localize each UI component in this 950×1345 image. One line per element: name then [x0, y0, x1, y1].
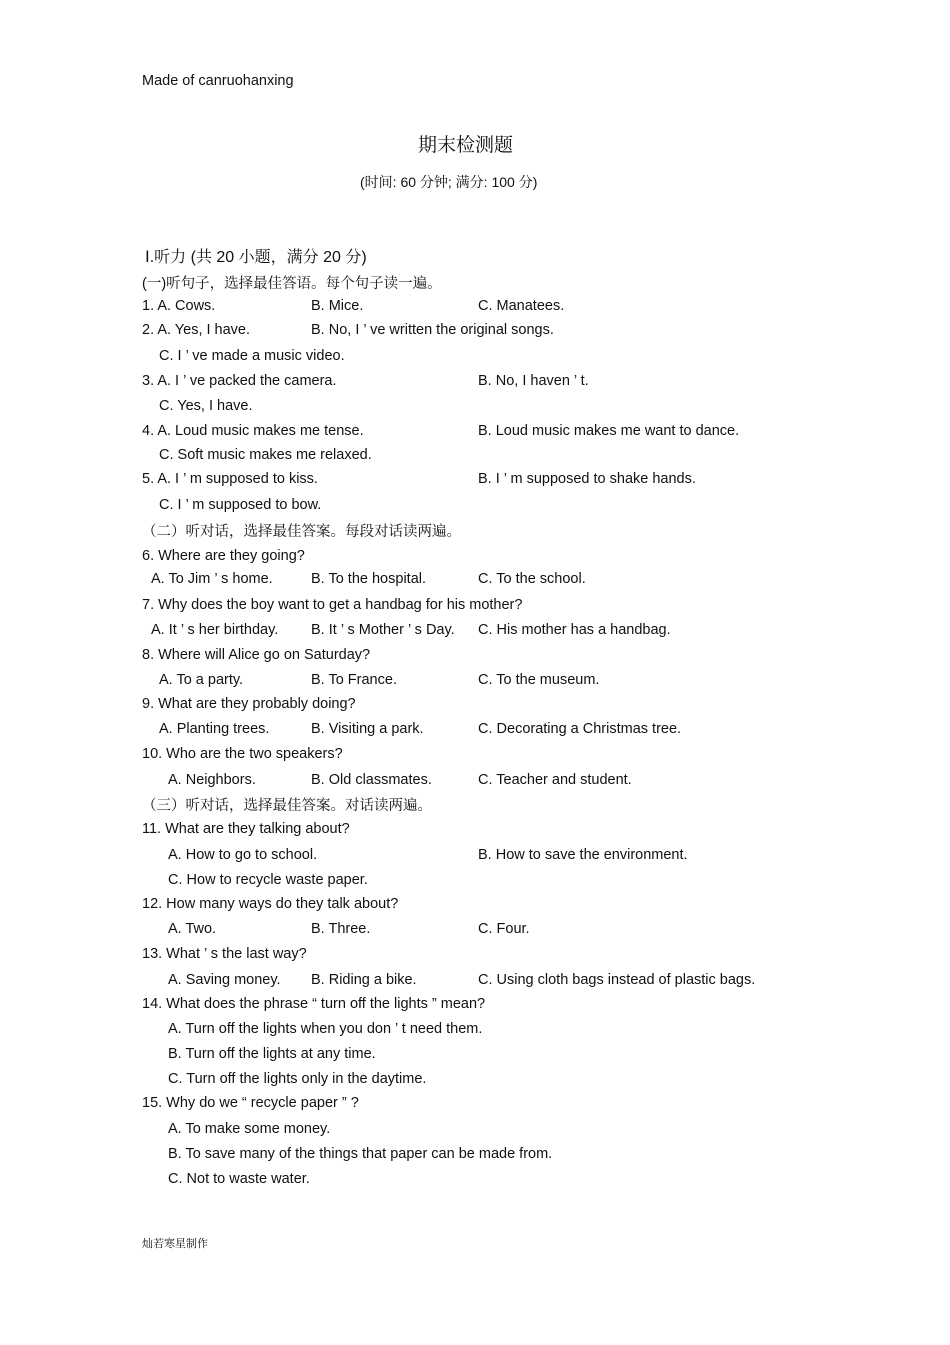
q9-option-c: C. Decorating a Christmas tree.	[478, 721, 682, 737]
q10-stem: 10. Who are the two speakers?	[142, 746, 343, 762]
q15-option-b: B. To save many of the things that paper can be made from.	[168, 1146, 553, 1162]
q1-option-b: B. Mice.	[311, 298, 364, 314]
q6-option-a: A. To Jim ’ s home.	[151, 571, 273, 587]
q13-option-b: B. Riding a bike.	[311, 972, 417, 988]
header-text: Made of canruohanxing	[142, 73, 294, 89]
q8-option-b: B. To France.	[311, 672, 397, 688]
q12-option-c: C. Four.	[478, 921, 530, 937]
q3-option-b: B. No, I haven ’ t.	[478, 373, 589, 389]
q9-stem: 9. What are they probably doing?	[142, 696, 356, 712]
q10-option-a: A. Neighbors.	[168, 772, 256, 788]
q11-option-c: C. How to recycle waste paper.	[168, 872, 368, 888]
q4-option-a: 4. A. Loud music makes me tense.	[142, 423, 364, 439]
q11-option-a: A. How to go to school.	[168, 847, 318, 863]
q15-stem: 15. Why do we “ recycle paper ” ?	[142, 1095, 359, 1111]
page-title: 期末检测题	[418, 134, 514, 156]
part1-heading: (一)听句子，选择最佳答语。每个句子读一遍。	[142, 276, 442, 292]
q2-option-c: C. I ’ ve made a music video.	[159, 348, 345, 364]
q7-option-a: A. It ’ s her birthday.	[151, 622, 279, 638]
q14-option-c: C. Turn off the lights only in the daytime.	[168, 1071, 427, 1087]
q2-option-a: 2. A. Yes, I have.	[142, 322, 251, 338]
section-heading-listening: Ⅰ.听力 (共 20 小题，满分 20 分)	[145, 249, 367, 266]
q12-option-b: B. Three.	[311, 921, 371, 937]
q3-option-c: C. Yes, I have.	[159, 398, 253, 414]
q14-option-a: A. Turn off the lights when you don ’ t need them.	[168, 1021, 483, 1037]
q2-option-b: B. No, I ’ ve written the original songs.	[311, 322, 554, 338]
q1-option-a: 1. A. Cows.	[142, 298, 216, 314]
q10-option-c: C. Teacher and student.	[478, 772, 632, 788]
q1-option-c: C. Manatees.	[478, 298, 565, 314]
q11-option-b: B. How to save the environment.	[478, 847, 688, 863]
q14-stem: 14. What does the phrase “ turn off the lights ” mean?	[142, 996, 486, 1012]
q9-option-a: A. Planting trees.	[159, 721, 270, 737]
q6-stem: 6. Where are they going?	[142, 548, 305, 564]
q5-option-b: B. I ’ m supposed to shake hands.	[478, 471, 696, 487]
q13-option-c: C. Using cloth bags instead of plastic bags.	[478, 972, 756, 988]
q6-option-b: B. To the hospital.	[311, 571, 427, 587]
q6-option-c: C. To the school.	[478, 571, 586, 587]
q8-stem: 8. Where will Alice go on Saturday?	[142, 647, 371, 663]
q13-option-a: A. Saving money.	[168, 972, 281, 988]
footer-text: 灿若寒星制作	[142, 1238, 208, 1250]
exam-info: (时间: 60 分钟; 满分: 100 分)	[360, 174, 538, 190]
q5-option-a: 5. A. I ’ m supposed to kiss.	[142, 471, 318, 487]
q3-option-a: 3. A. I ’ ve packed the camera.	[142, 373, 337, 389]
q12-option-a: A. Two.	[168, 921, 217, 937]
q14-option-b: B. Turn off the lights at any time.	[168, 1046, 376, 1062]
q11-stem: 11. What are they talking about?	[142, 821, 350, 837]
part3-heading: （三）听对话，选择最佳答案。对话读两遍。	[142, 798, 432, 814]
q7-option-b: B. It ’ s Mother ’ s Day.	[311, 622, 455, 638]
q7-stem: 7. Why does the boy want to get a handbag for his mother?	[142, 597, 523, 613]
q15-option-c: C. Not to waste water.	[168, 1171, 310, 1187]
q15-option-a: A. To make some money.	[168, 1121, 331, 1137]
q5-option-c: C. I ’ m supposed to bow.	[159, 497, 322, 513]
q10-option-b: B. Old classmates.	[311, 772, 432, 788]
part2-heading: （二）听对话，选择最佳答案。每段对话读两遍。	[142, 524, 461, 540]
q8-option-c: C. To the museum.	[478, 672, 600, 688]
q4-option-b: B. Loud music makes me want to dance.	[478, 423, 740, 439]
q9-option-b: B. Visiting a park.	[311, 721, 424, 737]
q12-stem: 12. How many ways do they talk about?	[142, 896, 399, 912]
q4-option-c: C. Soft music makes me relaxed.	[159, 447, 372, 463]
q8-option-a: A. To a party.	[159, 672, 244, 688]
q13-stem: 13. What ’ s the last way?	[142, 946, 307, 962]
q7-option-c: C. His mother has a handbag.	[478, 622, 671, 638]
